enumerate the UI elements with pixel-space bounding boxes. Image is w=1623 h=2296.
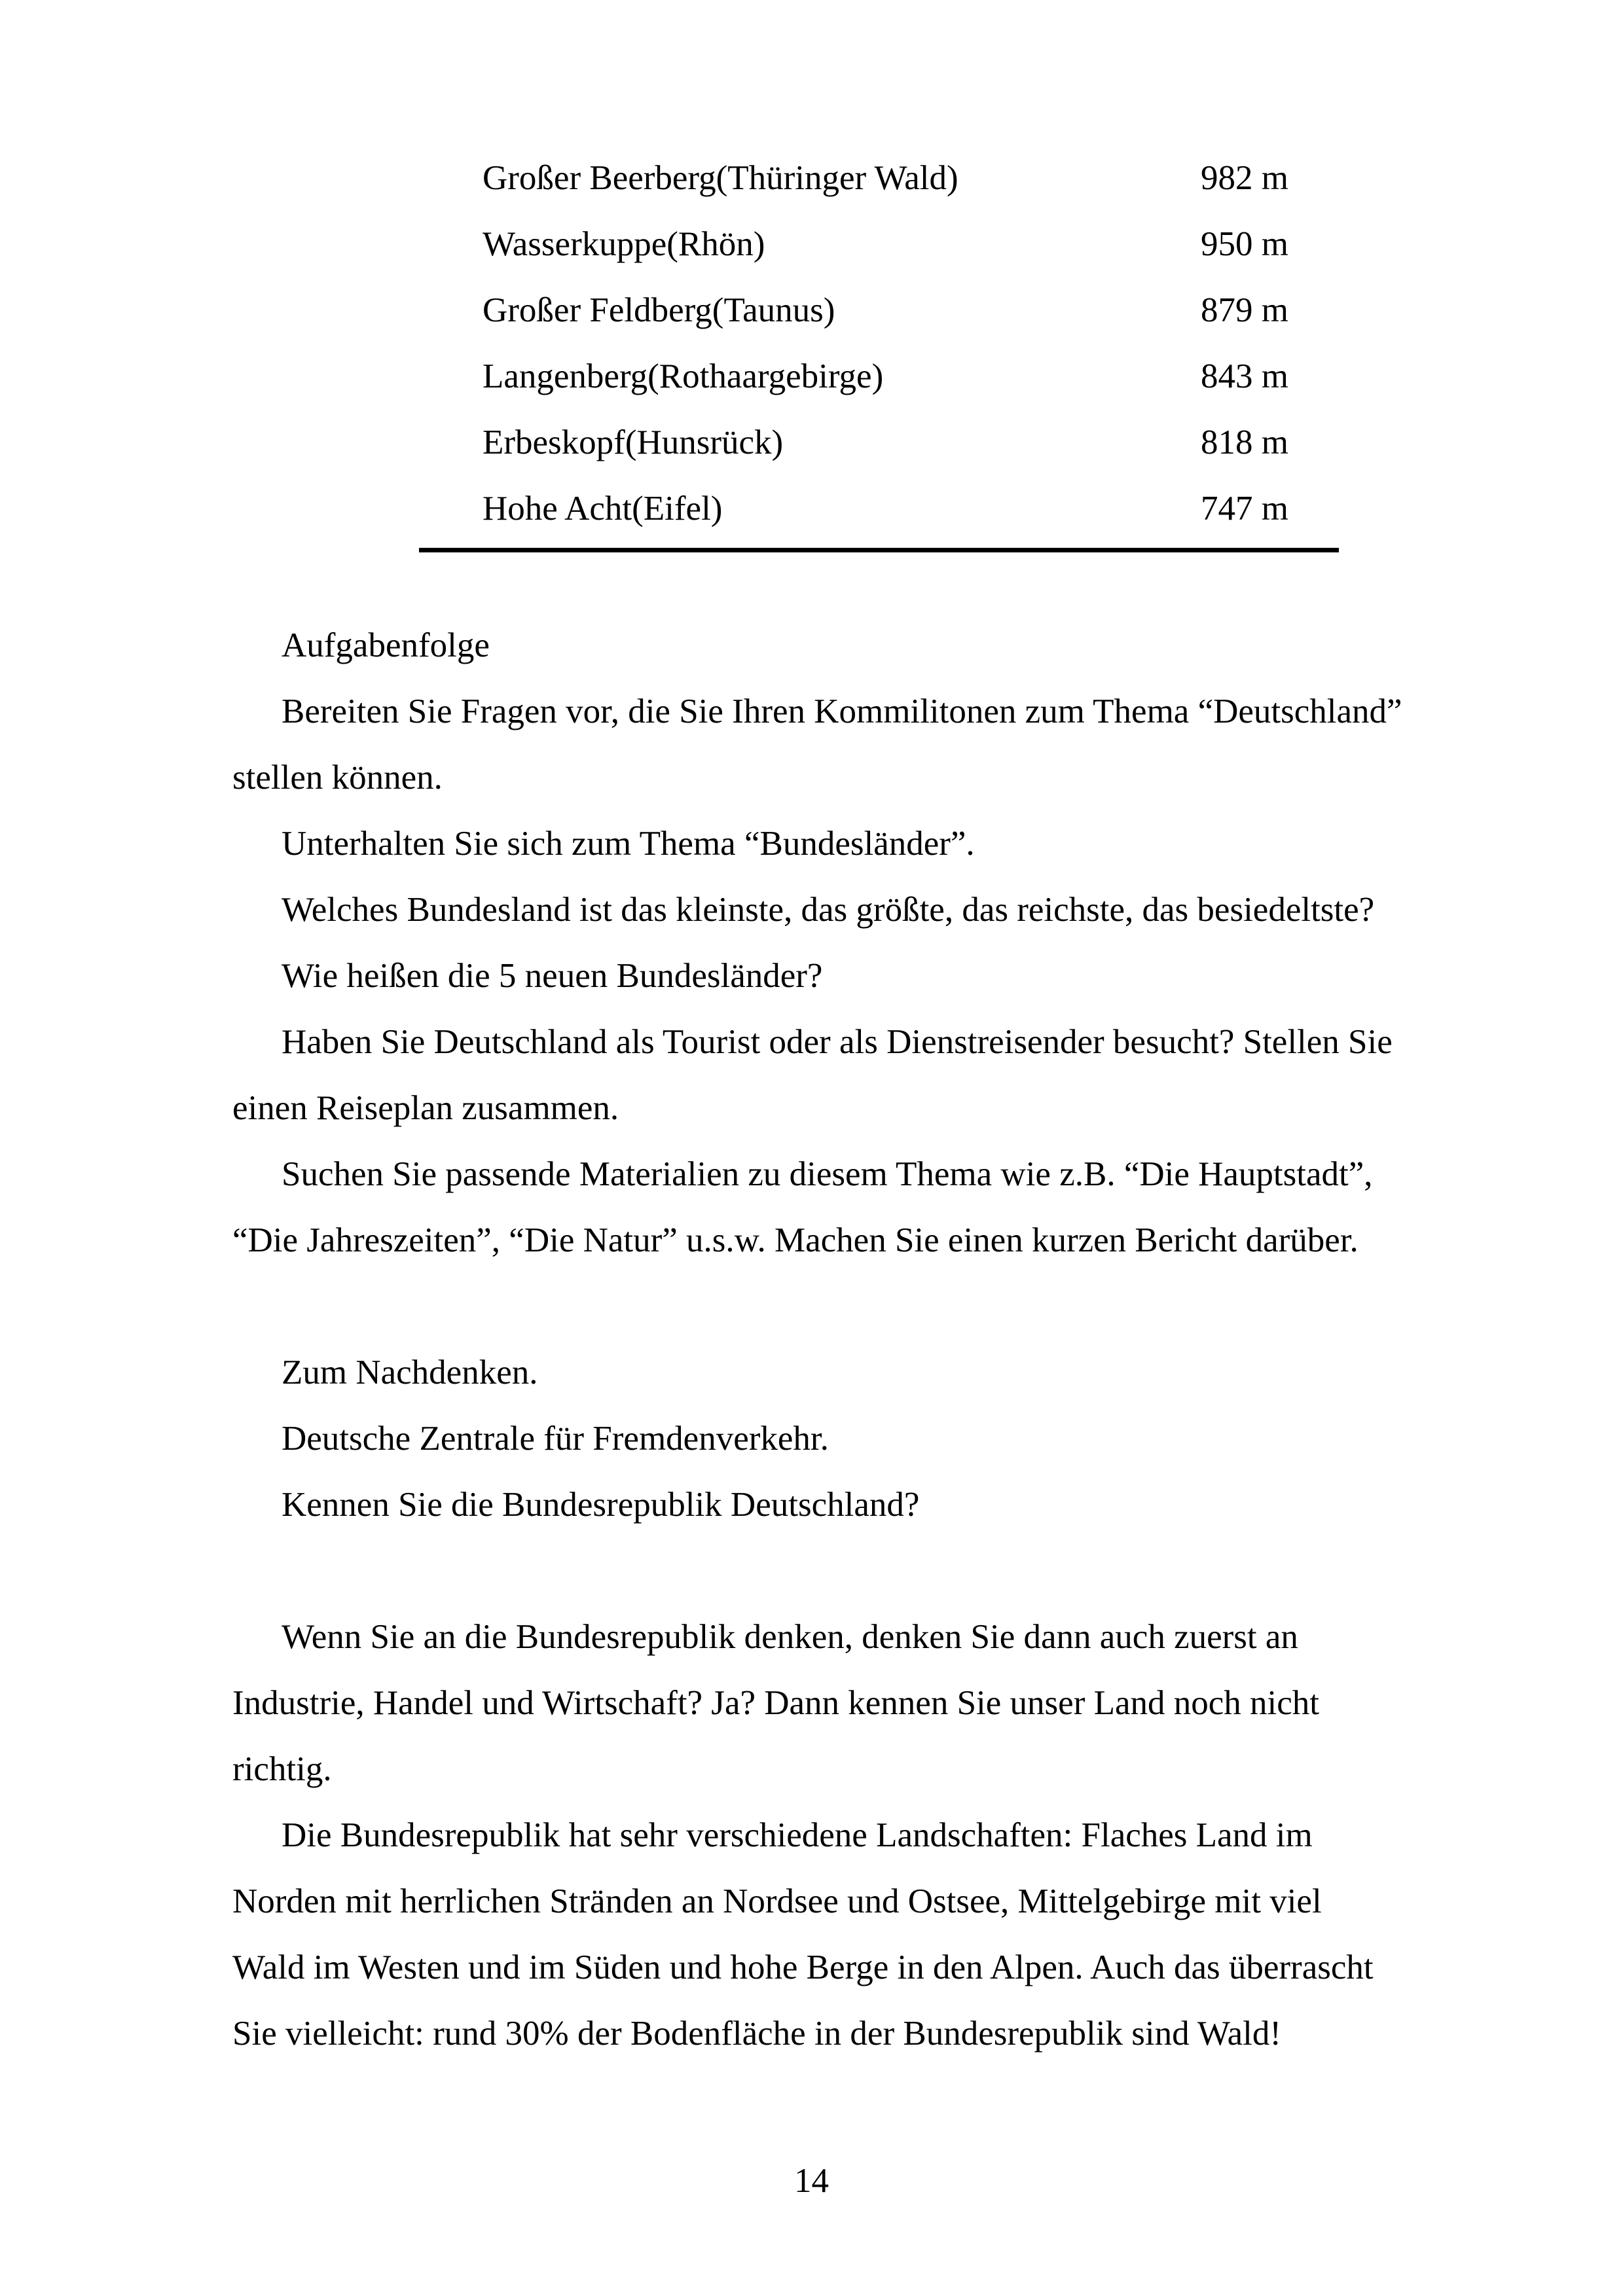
- mountain-name: Großer Feldberg(Taunus): [483, 291, 835, 329]
- body-paragraph-line: Die Bundesrepublik hat sehr verschiedene Landschaften: Flaches Land im: [282, 1816, 1313, 1854]
- mountain-height: 982 m: [1201, 159, 1288, 197]
- body-paragraph-line: Wald im Westen und im Süden und hohe Berge in den Alpen. Auch das überrascht: [232, 1948, 1374, 1986]
- body-paragraph-line: richtig.: [232, 1750, 332, 1788]
- body-paragraph-line: Industrie, Handel und Wirtschaft? Ja? Dann kennen Sie unser Land noch nicht: [232, 1684, 1320, 1722]
- mountain-name: Erbeskopf(Hunsrück): [483, 423, 784, 461]
- mountain-name: Großer Beerberg(Thüringer Wald): [483, 159, 958, 197]
- page-number: 14: [794, 2162, 829, 2200]
- task-paragraph: Unterhalten Sie sich zum Thema “Bundesländer”.: [282, 825, 975, 863]
- body-paragraph-line: Wenn Sie an die Bundesrepublik denken, denken Sie dann auch zuerst an: [282, 1618, 1298, 1656]
- body-paragraph-line: Norden mit herrlichen Stränden an Nordsee und Ostsee, Mittelgebirge mit viel: [232, 1882, 1322, 1920]
- table-bottom-rule: [419, 548, 1339, 552]
- mountain-name: Langenberg(Rothaargebirge): [483, 357, 884, 395]
- reflection-line: Deutsche Zentrale für Fremdenverkehr.: [282, 1420, 829, 1458]
- table-row: [483, 410, 1399, 476]
- task-paragraph: Welches Bundesland ist das kleinste, das größte, das reichste, das besiedeltste?: [282, 891, 1375, 929]
- mountain-table: [483, 145, 1399, 542]
- task-paragraph-line: Haben Sie Deutschland als Tourist oder als Dienstreisender besucht? Stellen Sie: [282, 1023, 1393, 1061]
- tasks-heading: Aufgabenfolge: [282, 626, 490, 664]
- mountain-name: Hohe Acht(Eifel): [483, 490, 723, 528]
- mountain-height: 747 m: [1201, 490, 1288, 528]
- mountain-height: 843 m: [1201, 357, 1288, 395]
- task-paragraph: Wie heißen die 5 neuen Bundesländer?: [282, 957, 823, 995]
- task-paragraph-line: einen Reiseplan zusammen.: [232, 1089, 619, 1127]
- table-row: [483, 145, 1399, 211]
- mountain-height: 879 m: [1201, 291, 1288, 329]
- table-row: [483, 278, 1399, 344]
- body-paragraph-line: Sie vielleicht: rund 30% der Bodenfläche in der Bundesrepublik sind Wald!: [232, 2015, 1282, 2053]
- mountain-name: Wasserkuppe(Rhön): [483, 225, 765, 263]
- reflection-line: Kennen Sie die Bundesrepublik Deutschland?: [282, 1486, 920, 1524]
- table-row: [483, 476, 1399, 542]
- table-row: [483, 211, 1399, 278]
- task-paragraph-line: “Die Jahreszeiten”, “Die Natur” u.s.w. Machen Sie einen kurzen Bericht darüber.: [232, 1221, 1359, 1259]
- task-paragraph-line: Suchen Sie passende Materialien zu diesem Thema wie z.B. “Die Hauptstadt”,: [282, 1155, 1373, 1193]
- table-row: [483, 344, 1399, 410]
- mountain-height: 818 m: [1201, 423, 1288, 461]
- task-paragraph-line: Bereiten Sie Fragen vor, die Sie Ihren Kommilitonen zum Thema “Deutschland”: [282, 692, 1402, 730]
- mountain-height: 950 m: [1201, 225, 1288, 263]
- reflection-heading: Zum Nachdenken.: [282, 1354, 538, 1391]
- task-paragraph-line: stellen können.: [232, 759, 443, 797]
